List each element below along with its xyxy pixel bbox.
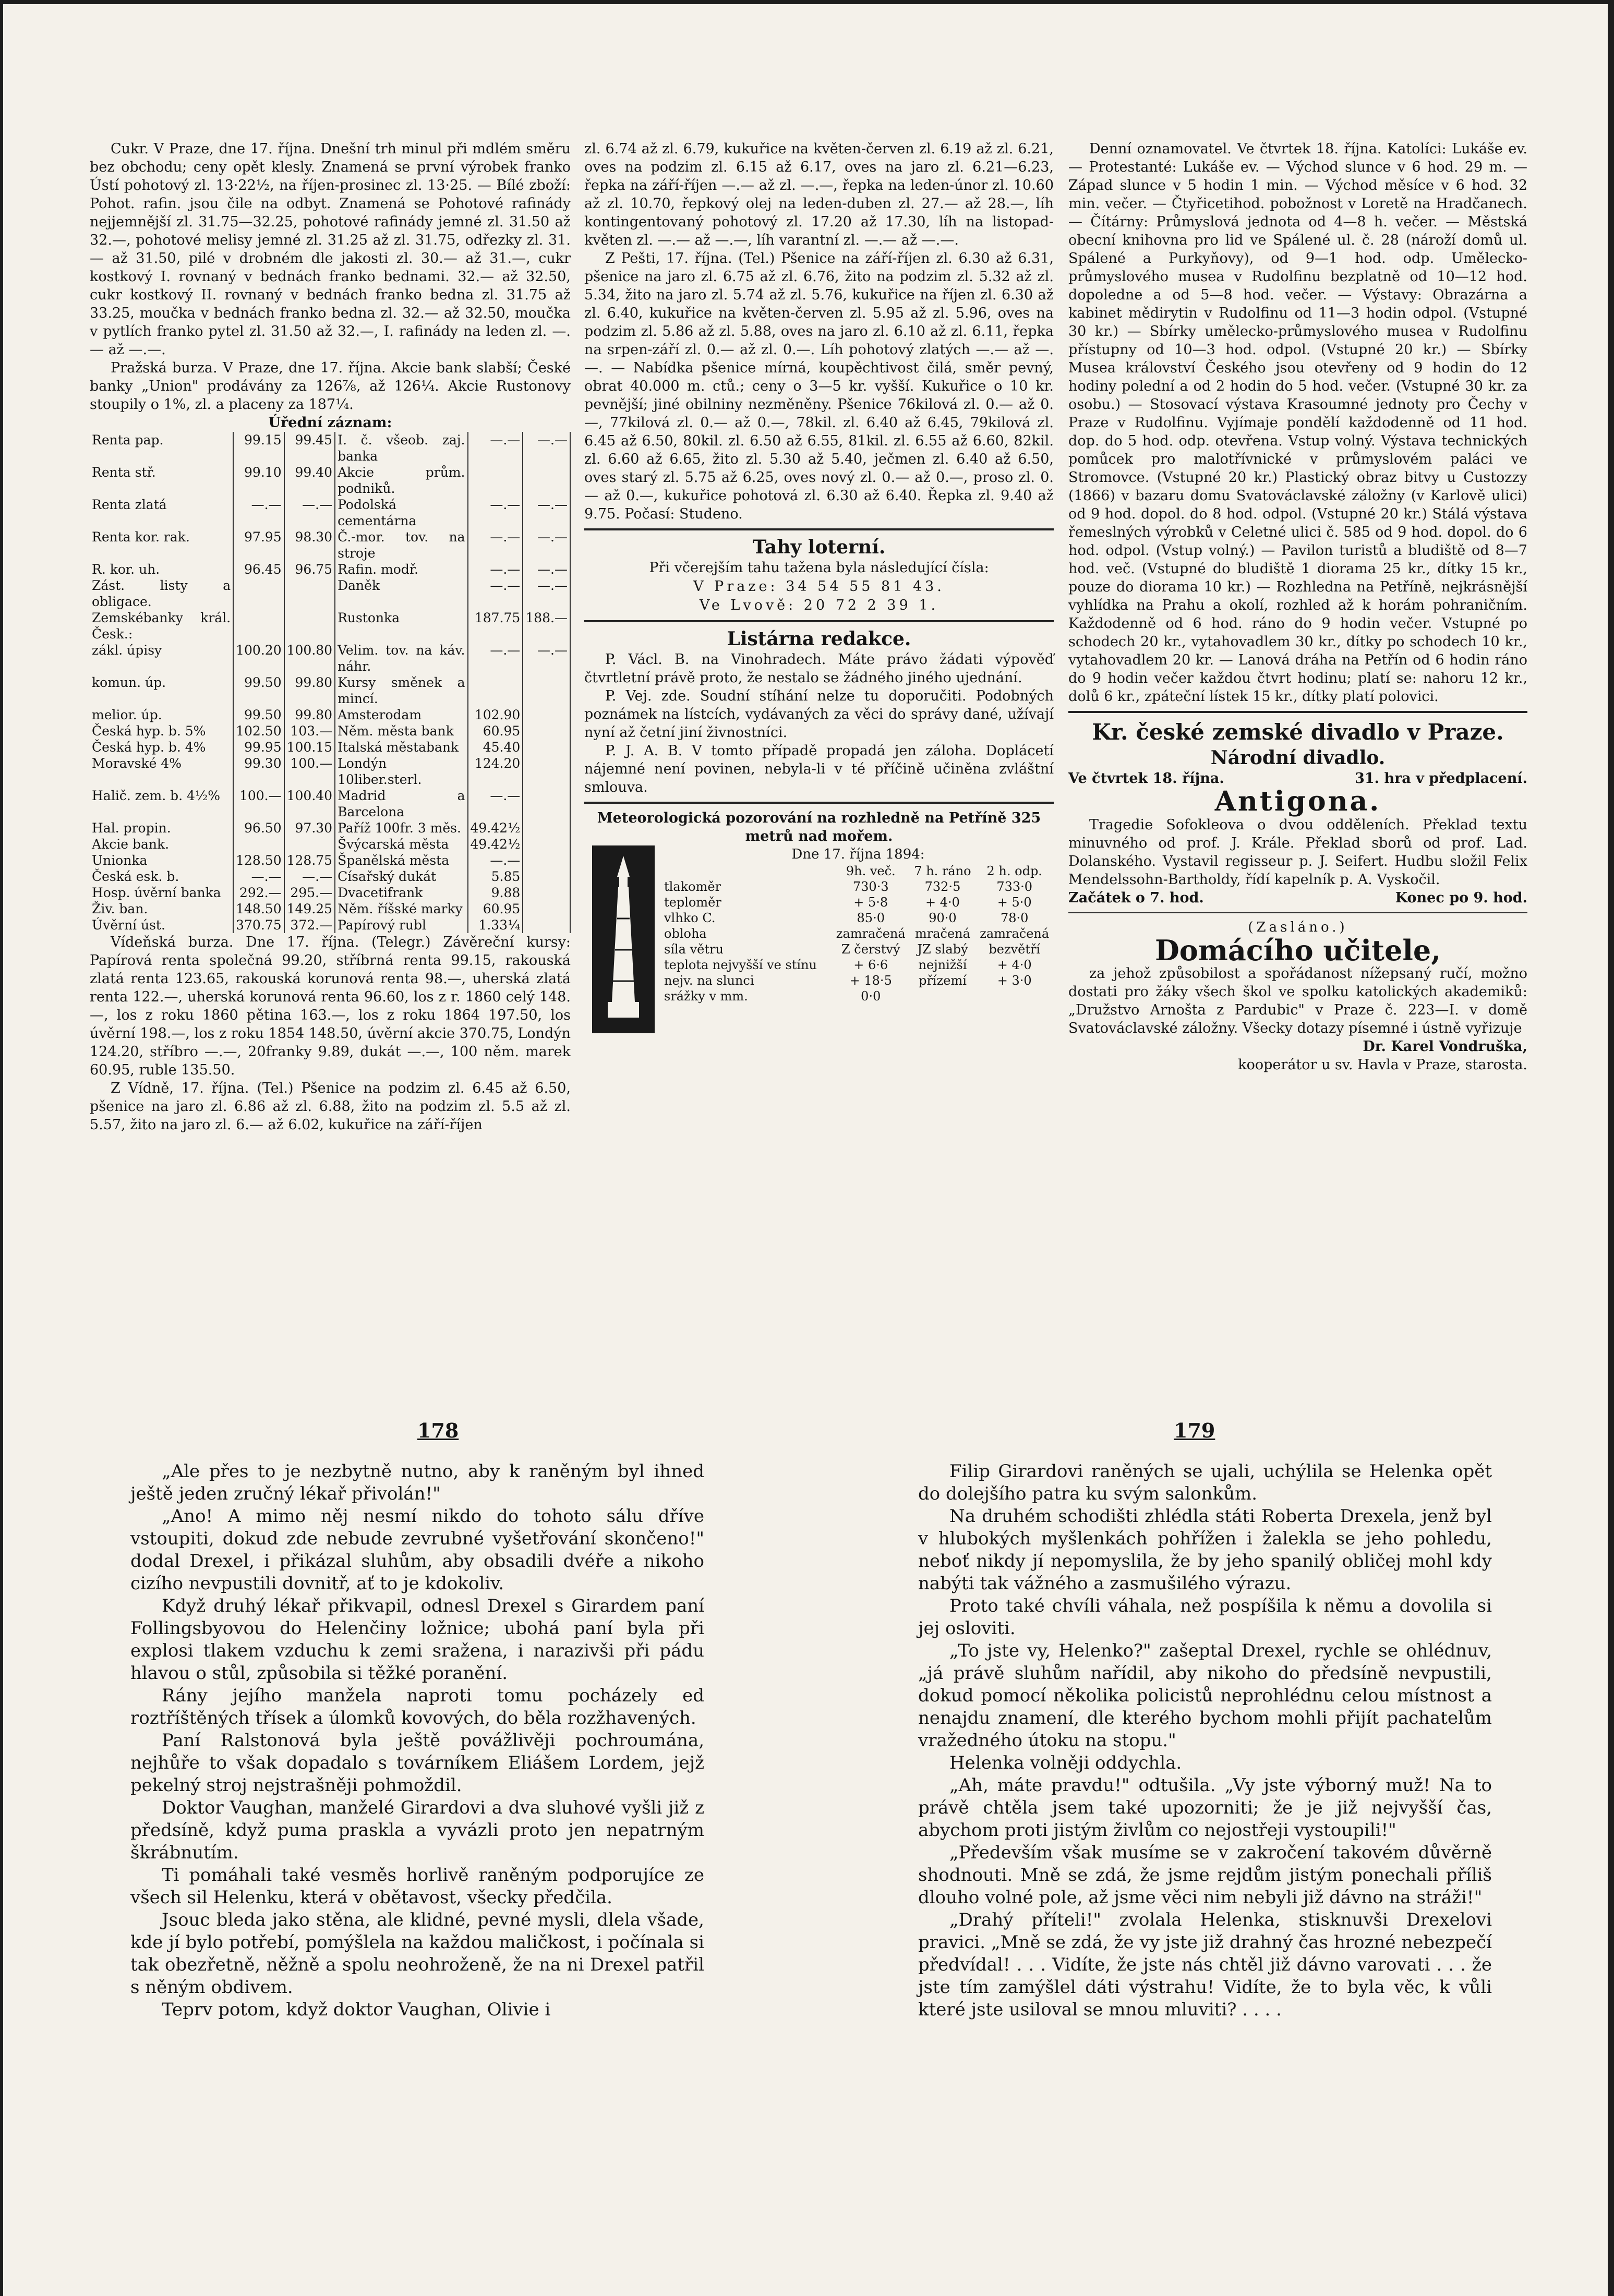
quote-cell: Amsterodam — [335, 707, 467, 723]
play-title: Antigona. — [1214, 786, 1381, 817]
quote-row — [90, 885, 570, 901]
quote-cell — [523, 755, 570, 788]
meteo-cell: JZ slabý — [917, 942, 968, 957]
quote-row — [90, 723, 570, 739]
quote-cell: Česká hyp. b. 4% — [90, 739, 233, 755]
quote-cell: 100.40 — [284, 788, 335, 820]
quote-cell: —.— — [523, 529, 570, 561]
scan-edge-right — [1608, 0, 1614, 2296]
meteo-row — [663, 926, 1054, 941]
quote-cell: Zást. listy a obligace. — [90, 577, 233, 610]
quote-cell: Živ. ban. — [90, 901, 233, 917]
story-paragraph: „Ah, máte pravdu!" odtušila. „Vy jste výborný muž! Na to právě chtěla jsem také upozorniti; že je již nejvyšší čas, abychom proti jistým živlům co nejostřeji vystoupili!" — [918, 1775, 1492, 1841]
meteo-row — [663, 941, 1054, 957]
page-number-right: 179 — [1174, 1419, 1215, 1442]
meteo-cell: 78·0 — [1001, 911, 1029, 925]
quote-cell: Paříž 100fr. 3 měs. — [335, 820, 467, 836]
quote-cell: melior. úp. — [90, 707, 233, 723]
quote-cell: 60.95 — [468, 723, 523, 739]
divider — [584, 528, 1054, 530]
quote-cell: 372.— — [284, 917, 335, 933]
quote-cell: —.— — [523, 577, 570, 610]
quote-row — [90, 868, 570, 885]
meteo-cell: + 4·0 — [925, 895, 960, 910]
meteo-cell: přízemí — [919, 973, 967, 988]
quote-cell: Česká hyp. b. 5% — [90, 723, 233, 739]
quote-cell: 100.20 — [233, 642, 284, 674]
official-quotes-table — [90, 432, 571, 933]
play-end: Konec po 9. hod. — [1395, 890, 1527, 906]
quote-cell: Daněk — [335, 577, 467, 610]
quote-cell — [523, 788, 570, 820]
meteo-cell — [975, 988, 1054, 1004]
quote-cell: Italská městabank — [335, 739, 467, 755]
story-paragraph: Helenka volněji oddychla. — [949, 1753, 1182, 1773]
quote-cell — [523, 739, 570, 755]
quote-cell: 97.30 — [284, 820, 335, 836]
meteo-cell: nejnižší — [918, 958, 967, 972]
quote-cell: Španělská města — [335, 852, 467, 868]
lottery-title: Tahy loterní. — [752, 536, 886, 558]
quote-cell: Rustonka — [335, 610, 467, 642]
quote-cell: —.— — [468, 561, 523, 577]
quote-cell: 96.50 — [233, 820, 284, 836]
quote-cell: 128.75 — [284, 852, 335, 868]
play-description: Tragedie Sofokleova o dvou odděleních. Překlad textu minuvného od prof. J. Krále. Překlad sborů od prof. Lad. Dolanského. Vystavil regisseur p. J. Seifert. Hudbu složil Felix Mendelssohn-Bartholdy, řídí kapelník p. A. Vyskočil. — [1068, 817, 1527, 888]
meteo-column-header: 7 h. ráno — [914, 864, 971, 878]
mailbox-answer-2: P. Vej. zde. Soudní stíhání nelze tu doporučiti. Podobných poznámek na lístcích, vydávaných za věci do správy dané, užívají nyní až četní jiní živnostníci. — [584, 688, 1054, 741]
quote-cell — [284, 610, 335, 642]
meteo-cell: 730·3 — [852, 879, 889, 894]
quote-cell: Hosp. úvěrní banka — [90, 885, 233, 901]
meteo-cell: + 5·0 — [997, 895, 1032, 910]
quote-row — [90, 529, 570, 561]
quote-cell: Rafin. modř. — [335, 561, 467, 577]
quote-cell — [523, 723, 570, 739]
story-paragraph: „Především však musíme se v zakročení takovém důvěrně shodnouti. Mně se zdá, že jsme rejdům jistým ponechali příliš dlouho volné pole, až jsme věci nim nebyli již dávno na stráži!" — [918, 1842, 1492, 1908]
meteo-cell: + 3·0 — [997, 973, 1032, 988]
quote-cell — [233, 836, 284, 852]
quote-cell: 102.50 — [233, 723, 284, 739]
meteo-cell: nejv. na slunci — [664, 973, 754, 988]
play-start: Začátek o 7. hod. — [1068, 890, 1204, 906]
quote-row — [90, 836, 570, 852]
quote-cell: 100.— — [233, 788, 284, 820]
quote-cell: Moravské 4% — [90, 755, 233, 788]
story-page-left — [130, 1460, 704, 2021]
grain-report-continued: zl. 6.74 až zl. 6.79, kukuřice na květen-červen zl. 6.19 až zl. 6.21, oves na podzim zl. 6.15 až 6.17, oves na jaro zl. 6.21—6.23, řepka na září-říjen —.— až zl. —.—, řepka na leden-únor zl. 10.60 až zl. 10.70, řepkový olej na leden-duben zl. 27.— až 28.—, líh kontingentovaný pohotový zl. 17.20 až 17.30, líh na listopad-květen zl. —.— až —.—, líh varantní zl. —.— až —.—. — [584, 141, 1054, 248]
meteo-cell: 733·0 — [996, 879, 1033, 894]
ad-signature-title: kooperátor u sv. Havla v Praze, starosta. — [1238, 1057, 1527, 1073]
meteo-row — [663, 910, 1054, 926]
quote-cell: 99.30 — [233, 755, 284, 788]
quote-cell: Dvacetifrank — [335, 885, 467, 901]
quote-row — [90, 739, 570, 755]
quote-cell: 60.95 — [468, 901, 523, 917]
sent-in-label: (Zasláno.) — [1248, 920, 1348, 935]
story-paragraph: Teprv potom, když doktor Vaughan, Olivie i — [162, 1999, 551, 2020]
story-paragraph: Rány jejího manžela naproti tomu pocházely ed roztříštěných třísek a úlomků kovových, do běla rozžhavených. — [130, 1685, 704, 1729]
mailbox-answer-3: P. J. A. B. V tomto případě propadá jen záloha. Doplácetí nájemné není povinen, nebyla-li v té příčině učiněna zvláštní smlouva. — [584, 743, 1054, 795]
quote-cell: —.— — [468, 432, 523, 464]
quote-cell: 124.20 — [468, 755, 523, 788]
meteo-column-header: 2 h. odp. — [986, 864, 1042, 878]
meteo-cell: + 4·0 — [997, 958, 1032, 972]
ad-text: za jehož způsobilost a spořádanost nížepsaný ručí, možno dostati pro žáky všech škol ve spolku katolických akademiků: „Družstvo Arnošta z Pardubic" v Praze č. 223—I. v domě Svatováclavské záložny. Všecky dotazy písemné i ústně vyřizuje — [1068, 965, 1527, 1036]
quote-cell: Kursy směnek a mincí. — [335, 674, 467, 707]
quote-cell — [468, 464, 523, 497]
quote-cell: Podolská cementárna — [335, 497, 467, 529]
meteo-row — [663, 957, 1054, 973]
vienna-exchange-report: Vídeňská burza. Dne 17. října. (Telegr.) Závěreční kursy: Papírová renta společná 99.20, stříbrná renta 99.15, rakouská zlatá renta 123.65, rakouská korunová renta 98.—, uherská zlatá renta 122.—, uherská korunová renta 96.60, los z r. 1860 celý 148.—, los z roku 1860 pětina 163.—, los z roku 1864 197.50, los úvěrní 198.—, los z roku 1854 148.50, úvěrní akcie 370.75, Londýn 124.20, stříbro —.—, 20franky 9.89, dukát —.—, 100 něm. marek 60.95, ruble 135.50. — [90, 934, 571, 1078]
quote-cell: 100.— — [284, 755, 335, 788]
quote-cell: Hal. propin. — [90, 820, 233, 836]
quote-row — [90, 755, 570, 788]
quote-cell: 96.45 — [233, 561, 284, 577]
quote-cell: 100.15 — [284, 739, 335, 755]
story-paragraph: „Ano! A mimo něj nesmí nikdo do tohoto sálu dříve vstoupiti, dokud zde nebude zevrubné vyšetřování skončeno!" dodal Drexel, i přikázal sluhům, aby obsadili dvéře a nikoho cizího nevpustili dovnitř, ať to je kdokoliv. — [130, 1506, 704, 1594]
quote-cell: R. kor. uh. — [90, 561, 233, 577]
quote-cell: 9.88 — [468, 885, 523, 901]
quote-cell: Něm. města bank — [335, 723, 467, 739]
lottery-subtitle: Při včerejším tahu tažena byla následující čísla: — [649, 560, 989, 576]
quote-cell: 188.— — [523, 610, 570, 642]
quote-cell: Renta zlatá — [90, 497, 233, 529]
quote-cell: Akcie prům. podniků. — [335, 464, 467, 497]
quote-cell — [523, 820, 570, 836]
quote-cell: —.— — [468, 497, 523, 529]
quote-cell — [523, 901, 570, 917]
scan-edge-left — [0, 0, 3, 2296]
quote-cell — [523, 868, 570, 885]
quote-cell: 99.80 — [284, 674, 335, 707]
quote-cell: 98.30 — [284, 529, 335, 561]
ad-title: Domácího učitele, — [1154, 934, 1441, 967]
story-paragraph: „Ale přes to je nezbytně nutno, aby k raněným byl ihned ještě jeden zručný lékař přivolán!" — [130, 1461, 704, 1504]
quote-row — [90, 497, 570, 529]
quote-cell: Renta pap. — [90, 432, 233, 464]
quote-cell: Velim. tov. na káv. náhr. — [335, 642, 467, 674]
prague-exchange-report: Pražská burza. V Praze, dne 17. října. Akcie bank slabší; České banky „Union" prodávány za 126⅞, až 126¼. Akcie Rustonovy stoupily o 1%, zl. a placeny za 187¼. — [90, 360, 571, 413]
quote-cell: I. č. všeob. zaj. banka — [335, 432, 467, 464]
quote-cell: Česká esk. b. — [90, 868, 233, 885]
meteo-cell: zamračená — [980, 926, 1050, 941]
quote-cell: Švýcarská města — [335, 836, 467, 852]
meteo-table — [663, 863, 1054, 1004]
quote-cell: 99.40 — [284, 464, 335, 497]
quote-cell: —.— — [523, 642, 570, 674]
story-paragraph: Doktor Vaughan, manželé Girardovi a dva sluhové vyšli již z předsíně, když puma praskla a vyvázli proto jen nepatrným škrábnutím. — [130, 1797, 704, 1863]
quote-cell: 49.42½ — [468, 820, 523, 836]
story-paragraph: Na druhém schodišti zhlédla státi Roberta Drexela, jenž byl v hlubokých myšlenkách pohřížen i žalekla se jeho pohledu, neboť nikdy jí nepomyslila, že by jeho spanilý obličej mohl kdy nabýti tak vážného a zasmušilého výrazu. — [918, 1506, 1492, 1594]
story-paragraph: Když druhý lékař přikvapil, odnesl Drexel s Girardem paní Follingsbyovou do Helenčiny ložnice; ubohá paní byla při explosi tlakem vzduchu k zemi sražena, i narazivši při pádu hlavou o stůl, způsobila si těžké poranění. — [130, 1596, 704, 1684]
quote-cell: 149.25 — [284, 901, 335, 917]
quote-cell: 100.80 — [284, 642, 335, 674]
quote-cell: Papírový rubl — [335, 917, 467, 933]
quote-cell: —.— — [284, 497, 335, 529]
quote-cell: Císařský dukát — [335, 868, 467, 885]
meteo-cell: bezvětří — [989, 942, 1041, 957]
quote-cell: —.— — [468, 577, 523, 610]
divider — [584, 620, 1054, 622]
quote-cell: 148.50 — [233, 901, 284, 917]
quote-cell: 99.10 — [233, 464, 284, 497]
quote-row — [90, 577, 570, 610]
meteo-cell: obloha — [664, 926, 707, 941]
meteo-cell: 85·0 — [857, 911, 885, 925]
meteo-cell: 732·5 — [924, 879, 961, 894]
quote-cell: 99.95 — [233, 739, 284, 755]
quote-cell: 5.85 — [468, 868, 523, 885]
quote-cell — [523, 836, 570, 852]
quote-cell: 99.45 — [284, 432, 335, 464]
meteo-cell: tlakoměr — [664, 879, 721, 894]
quote-cell: 1.33¼ — [468, 917, 523, 933]
quote-cell — [233, 577, 284, 610]
meteo-row — [663, 879, 1054, 895]
quote-cell: 97.95 — [233, 529, 284, 561]
quote-cell: 99.80 — [284, 707, 335, 723]
subscription-note: 31. hra v předplacení. — [1355, 770, 1527, 787]
vienna-grain-report: Z Vídně, 17. října. (Tel.) Pšenice na podzim zl. 6.45 až 6.50, pšenice na jaro zl. 6.86 až zl. 6.88, žito na podzim zl. 5.5 až zl. 5.57, žito na jaro zl. 6.— až 6.02, kukuřice na září-říjen — [90, 1080, 571, 1133]
quote-row — [90, 610, 570, 642]
meteo-cell: 90·0 — [929, 911, 957, 925]
divider — [1068, 711, 1527, 713]
quote-cell — [523, 464, 570, 497]
quote-cell: 99.50 — [233, 674, 284, 707]
meteo-date: Dne 17. října 1894: — [791, 847, 925, 862]
meteo-cell: zamračená — [836, 926, 906, 941]
quote-cell: —.— — [468, 788, 523, 820]
quote-cell — [523, 674, 570, 707]
story-paragraph: Jsouc bleda jako stěna, ale klidné, pevné mysli, dlela všade, kde jí bylo potřebí, pomýšlela na každou maličkost, i počínala si tak obezřetně, něžně a spolu neohroženě, že na ni Drexel patřil s něným obdivem. — [130, 1910, 704, 1998]
quote-cell: 103.— — [284, 723, 335, 739]
editorial-mailbox-title: Listárna redakce. — [727, 628, 911, 650]
lottery-lvov: Ve Lvově: 20 72 2 39 1. — [699, 597, 939, 613]
quote-cell: —.— — [233, 868, 284, 885]
quote-cell: 292.— — [233, 885, 284, 901]
quote-row — [90, 901, 570, 917]
pest-grain-report: Z Pešti, 17. října. (Tel.) Pšenice na září-říjen zl. 6.30 až 6.31, pšenice na jaro zl. 6.75 až zl. 6.76, žito na podzim zl. 5.32 až zl. 5.34, žito na jaro zl. 5.74 až zl. 5.76, kukuřice na říjen zl. 6.30 až zl. 6.40, kukuřice na květen-červen zl. 5.95 až zl. 5.96, oves na podzim zl. 5.86 až zl. 5.88, oves na jaro zl. 6.10 až zl. 6.11, řepka na srpen-září zl. 0.— až zl. 0.—. Líh pohotový zlatých —.— až —.—. — Nabídka pšenice mírná, koupěchtivost čilá, směr pevný, obrat 40.000 m. ctů.; ceny o 3—5 kr. vyšší. Kukuřice o 10 kr. pevnější; jiné obilniny nezměněny. Pšenice 76kilová zl. 0.— až 0.—, 77kilová zl. 0.— až 0.—, 78kil. zl. 6.40 až 6.45, 79kilová zl. 6.45 až 6.50, 80kil. zl. 6.50 až 6.55, 81kil. zl. 6.55 až 6.60, 82kil. zl. 6.60 až 6.65, žito zl. 5.30 až 5.40, ječmen zl. 6.40 až 6.50, oves starý zl. 5.75 až 6.25, oves nový zl. 0.— až 0.—, proso zl. 0.— až 0.—, kukuřice pohotová zl. 6.30 až 6.40. Řepka zl. 9.40 až 9.75. Počasí: Studeno. — [584, 250, 1054, 522]
quote-cell: Halič. zem. b. 4½% — [90, 788, 233, 820]
quote-cell: Renta kor. rak. — [90, 529, 233, 561]
quote-cell — [468, 674, 523, 707]
quote-cell — [523, 917, 570, 933]
newspaper-column-left — [90, 140, 571, 1134]
theatre-title: Kr. české zemské divadlo v Praze. — [1092, 719, 1504, 745]
quote-cell: —.— — [468, 529, 523, 561]
quote-cell: —.— — [523, 497, 570, 529]
daily-notices: Denní oznamovatel. Ve čtvrtek 18. října. Katolíci: Lukáše ev. — Protestanté: Lukáše ev. — Východ slunce v 6 hod. 29 m. — Západ slunce v 5 hodin 1 min. — Východ měsíce v 6 hod. 32 min. večer. — Čtyřicetihod. pobožnost v Loretě na Hradčanech. — Čítárny: Průmyslová jednota od 4—8 h. večer. — Městská obecní knihovna pro lid ve Spálené ul. č. 28 (nároží domů ul. Spálené a Purkyňovy), od 9—1 hod. odp. Umělecko-průmyslového musea v Rudolfinu bezplatně od 10—12 hod. dopoledne a od 5—8 hod. večer. — Výstavy: Obrazárna a kabinet mědirytin v Rudolfinu od 11—3 hodin odpol. (Vstupné 30 kr.) — Sbírky umělecko-průmyslového musea v Rudolfinu přístupny od 10—3 hod. odpol. (Vstupné 20 kr.) — Sbírky Musea království Českého jsou otevřeny od 9 hodin do 12 hodiny polední a od 2 hodin do 5 hod. večer. (Vstupné 30 kr. za osobu.) — Stosovací výstava Krasoumné jednoty pro Čechy v Praze v Rudolfinu. Vyjímaje pondělí každodenně od 11 hod. dop. do 5 hod. odp. otevřena. Vstup volný. Výstava technických pomůcek pro malotřívnické v průmyslovém paláci ve Stromovce. (Vstupné 20 kr.) Plastický obraz bitvy u Custozzy (1866) v bazaru domu Svatováclavské záložny (v Karlově ulici) od 9 hod. dopol. do 8 hod. odpol. (Vstupné 20 kr.) Stálá výstava řemeslných výrobků v Celetné ulici č. 585 od 9 hod. dopol. do 6 hod. odpol. (Vstup volný.) — Pavilon turistů a bludiště od 8—7 hod. več. (Vstupné do bludiště 1 diorama 25 kr., dítky 15 kr., pouze do diorama 10 kr.) — Rozhledna na Petříně, nejkrásnější vyhlídka na Prahu a okolí, rozhled až k horám pohraničním. Každodenně od 6 hod. ráno do 9 hodin večer. Vstupné po schodech 20 kr., vytahovadlem 30 kr., dítky po schodech 10 kr., vytahovadlem 20 kr. — Lanová dráha na Petřín od 6 hodin ráno do 9 hodin večer každou čtvrt hodinu; platí se: nahoru 12 kr., dolů 6 kr., zpáteční lístek 15 kr., dítky platí polovici. — [1068, 141, 1527, 705]
lottery-box — [584, 536, 1054, 615]
quote-cell: Úvěrní úst. — [90, 917, 233, 933]
meteo-cell: Z čerstvý — [841, 942, 900, 957]
quote-cell: 187.75 — [468, 610, 523, 642]
meteo-cell: srážky v mm. — [664, 989, 748, 1004]
quote-cell: Č.-mor. tov. na stroje — [335, 529, 467, 561]
quote-row — [90, 674, 570, 707]
quote-cell: —.— — [284, 868, 335, 885]
quote-cell: —.— — [468, 642, 523, 674]
quote-row — [90, 561, 570, 577]
meteo-cell: vlhko C. — [664, 911, 716, 925]
quote-row — [90, 642, 570, 674]
quote-row — [90, 788, 570, 820]
quote-cell: Londýn 10liber.sterl. — [335, 755, 467, 788]
scan-edge-top — [0, 0, 1614, 4]
meteo-cell: síla větru — [664, 942, 724, 957]
meteo-title: Meteorologická pozorování na rozhledně na Petříně 325 metrů nad mořem. — [597, 810, 1041, 844]
quote-cell: Zemskébanky král. Česk.: — [90, 610, 233, 642]
sugar-report: Cukr. V Praze, dne 17. října. Dnešní trh minul při mdlém směru bez obchodu; ceny opět klesly. Znamená se první výrobek franko Ústí pohotový zl. 13·22½, na říjen-prosinec zl. 13·25. — Bílé zboží: Pohot. rafin. jsou čile na odbyt. Znamená se Pohotové rafinády nejjemnější zl. 31.75—32.25, pohotové rafinády jemné zl. 31.50 až 32.—, pohotové melisy jemné zl. 31.25 až zl. 31.75, odřezky zl. 31.— až 31.50, pilé v drobném dle jakosti zl. 30.— až 31.—, cukr kostkový I. rovnaný v bednách franko bednami. 32.— až 32.50, cukr kostkový II. rovnaný v bednách franko bedna zl. 31.75 až 33.25, moučka v bednách franko bedna zl. 32.— až 32.50, moučka v pytlích franko pytel zl. 31.50 až 32.—, I. rafinády na leden zl. —.— až —.—. — [90, 141, 571, 358]
story-paragraph: „To jste vy, Helenko?" zašeptal Drexel, rychle se ohlédnuv, „já právě sluhům nařídil, aby nikoho do předsíně nevpustili, dokud pomocí několika policistů neprohlédnu celou místnost a nenajdu znamení, dle kterého bychom mohli přijít pachatelům vražedného útoku na stopu." — [918, 1640, 1492, 1751]
performance-date: Ve čtvrtek 18. října. — [1068, 770, 1224, 787]
story-paragraph: „Drahý příteli!" zvolala Helenka, stisknuvši Drexelovi pravici. „Mně se zdá, že vy jste již drahný čas hrozné nebezpečí předvídal! . . . Vidíte, že jste nás chtěl již dávno varovati . . . že jste tím zamýšlel dáti výstrahu! Vidíte, že to byla věc, k vůli které jste usiloval se mnou mluviti? . . . . — [918, 1910, 1492, 2020]
quote-cell — [284, 577, 335, 610]
quote-cell: —.— — [523, 432, 570, 464]
quote-cell — [284, 836, 335, 852]
quote-cell: 99.15 — [233, 432, 284, 464]
meteo-cell: mračená — [915, 926, 970, 941]
mailbox-answer-1: P. Václ. B. na Vinohradech. Máte právo žádati výpověď čtvrtletní právě proto, že nestalo se žádného jiného ujednání. — [584, 651, 1054, 686]
newspaper-column-middle — [584, 140, 1054, 1033]
quote-row — [90, 432, 570, 464]
quote-cell: 96.75 — [284, 561, 335, 577]
quote-row — [90, 917, 570, 933]
quote-cell: —.— — [233, 497, 284, 529]
divider — [584, 802, 1054, 804]
meteo-cell: 0·0 — [861, 989, 881, 1004]
quote-cell: 102.90 — [468, 707, 523, 723]
story-paragraph: Paní Ralstonová byla ještě povážlivěji pochroumána, nejhůře to však dopadalo s továrníkem Eliášem Lordem, jejž pekelný stroj nejstrašněji pohmoždil. — [130, 1730, 704, 1796]
quote-cell: zákl. úpisy — [90, 642, 233, 674]
quote-cell: Akcie bank. — [90, 836, 233, 852]
meteo-cell: + 6·6 — [853, 958, 888, 972]
meteo-column-header: 9h. več. — [846, 864, 896, 878]
quote-row — [90, 820, 570, 836]
quote-row — [90, 707, 570, 723]
quote-cell: komun. úp. — [90, 674, 233, 707]
quote-cell: 99.50 — [233, 707, 284, 723]
quote-cell: 45.40 — [468, 739, 523, 755]
quote-cell — [523, 852, 570, 868]
meteo-cell: + 18·5 — [849, 973, 892, 988]
meteo-cell: + 5·8 — [853, 895, 888, 910]
quote-cell — [523, 707, 570, 723]
quote-cell: Něm. říšské marky — [335, 901, 467, 917]
quote-cell: 295.— — [284, 885, 335, 901]
quote-cell: Renta stř. — [90, 464, 233, 497]
meteo-row — [663, 988, 1054, 1004]
lottery-prague: V Praze: 34 54 55 81 43. — [693, 578, 945, 595]
quote-cell: Unionka — [90, 852, 233, 868]
ad-signature: Dr. Karel Vondruška, — [1363, 1038, 1527, 1055]
petrin-tower-icon — [584, 845, 663, 1033]
quote-cell: —.— — [468, 852, 523, 868]
quote-cell: —.— — [523, 561, 570, 577]
quote-row — [90, 464, 570, 497]
story-page-right — [918, 1460, 1492, 2021]
meteo-row — [663, 973, 1054, 988]
page-number-left: 178 — [417, 1419, 459, 1442]
meteo-row — [663, 895, 1054, 910]
quote-cell — [523, 885, 570, 901]
quote-row — [90, 852, 570, 868]
meteo-cell: teplota nejvyšší ve stínu — [664, 958, 817, 972]
official-record-title: Úřední záznam: — [268, 415, 392, 431]
quote-cell: 128.50 — [233, 852, 284, 868]
theatre-subtitle: Národní divadlo. — [1210, 747, 1386, 769]
newspaper-column-right — [1068, 140, 1527, 1074]
divider — [1068, 912, 1527, 913]
quote-cell: 370.75 — [233, 917, 284, 933]
story-paragraph: Filip Girardovi raněných se ujali, uchýlila se Helenka opět do dolejšího patra ku svým salonkům. — [918, 1461, 1492, 1504]
story-paragraph: Proto také chvíli váhala, než pospíšila k němu a dovolila si jej osloviti. — [918, 1596, 1492, 1639]
meteo-cell — [910, 988, 975, 1004]
story-paragraph: Ti pomáhali také vesměs horlivě raněným podporujíce ze všech sil Helenku, která v obětavost, všecky předčila. — [130, 1865, 704, 1908]
quote-cell — [233, 610, 284, 642]
meteo-cell: teploměr — [664, 895, 721, 910]
quote-cell: Madrid a Barcelona — [335, 788, 467, 820]
quote-cell: 49.42½ — [468, 836, 523, 852]
